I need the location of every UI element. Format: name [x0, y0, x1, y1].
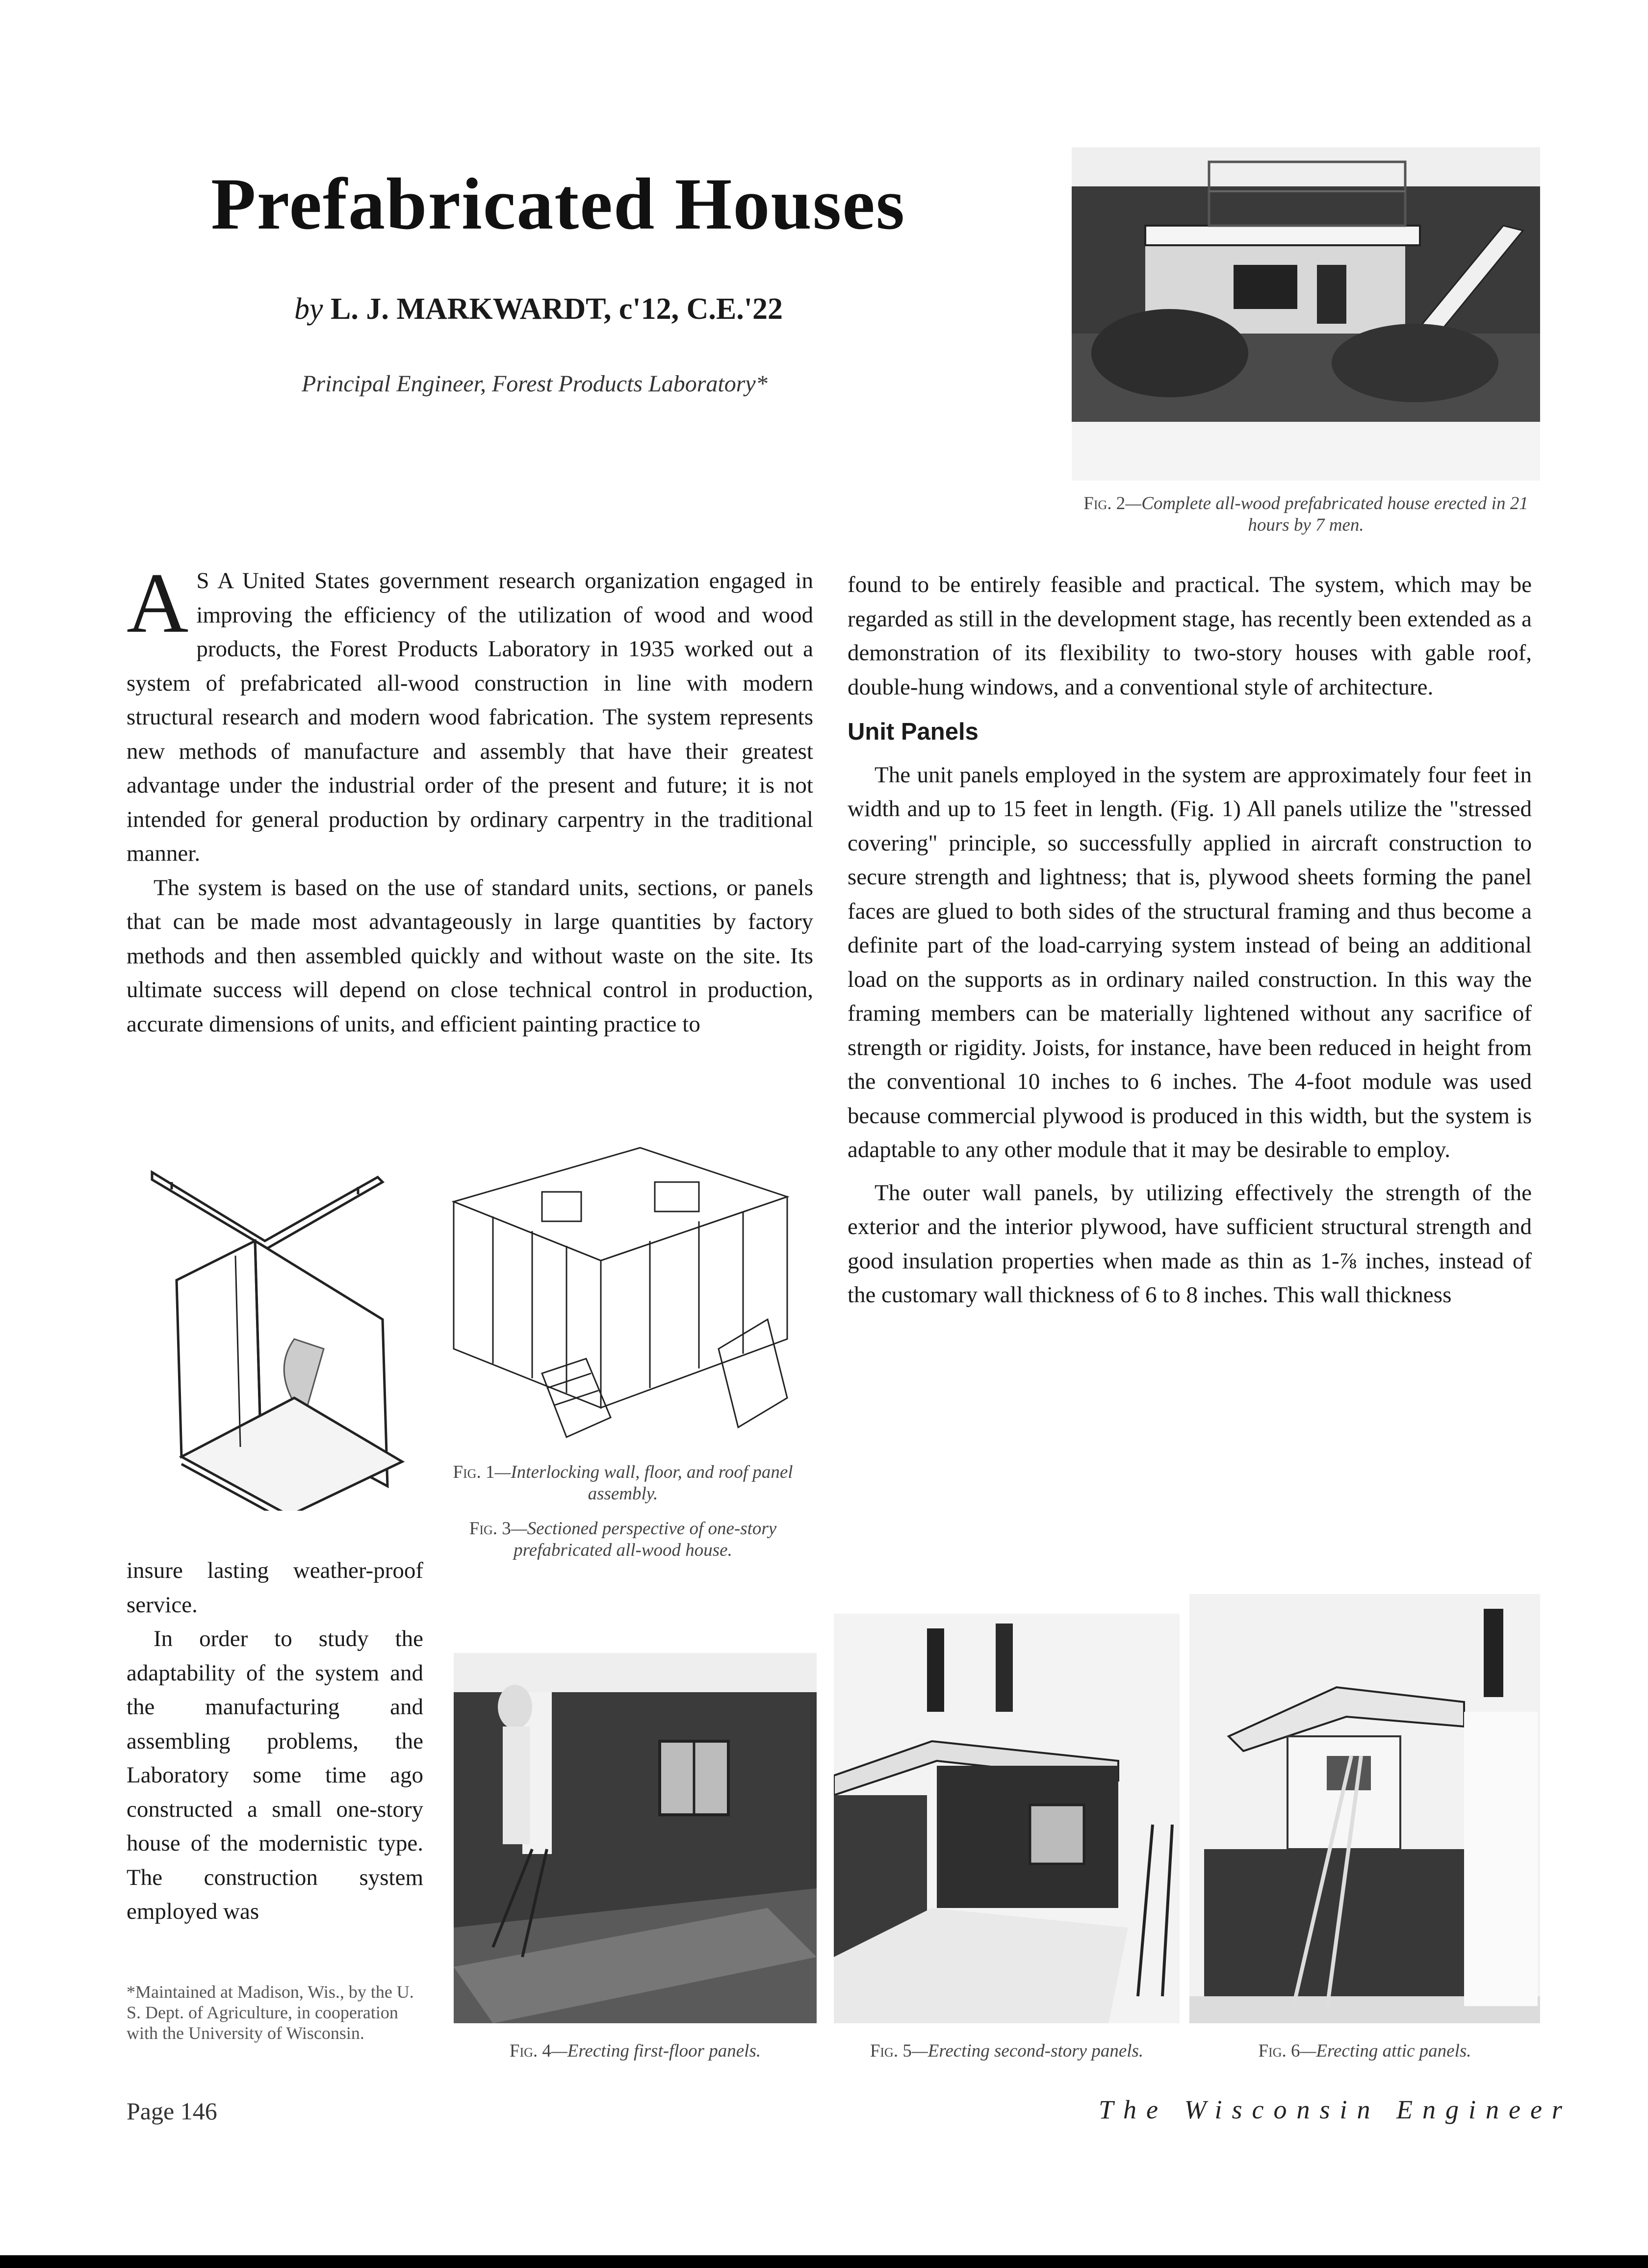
drop-cap: A	[127, 555, 189, 650]
fig2-caption	[1074, 493, 1538, 536]
fig1-caption	[446, 1462, 799, 1505]
byline-prefix: by	[294, 292, 323, 326]
byline-author: L. J. MARKWARDT, c'12, C.E.'22	[323, 292, 783, 326]
paragraph-right-2: The unit panels employed in the system are approximately four feet in width and up to 15 feet in length. (Fig. 1) All panels utilize the "stressed covering" principle, so successfully applied in aircraft construction to secure strength and lightness; that is, plywood sheets forming the panel faces are glued to both sides of the structural framing and thus become a definite part of the load-carrying system instead of being an additional load on the supports as in ordinary nailed construction. In this way the framing members can be materially lightened without any sacrifice of strength or rigidity. Joists, for instance, have been reduced in height from the conventional 10 inches to 6 inches. The 4-foot module was used because commercial plywood is produced in this width, but the system is adaptable to any other module that it may be desirable to employ.	[848, 762, 1532, 1162]
fig4-caption	[454, 2040, 817, 2062]
right-column	[848, 568, 1532, 1313]
page-number: Page 146	[127, 2097, 217, 2125]
fig1-label: Fig. 1	[453, 1462, 495, 1482]
paragraph-right-3: The outer wall panels, by utilizing effectively the strength of the exterior and the interior plywood, have sufficient structural strength and good insulation properties when made as thin as 1-⅞ inches, instead of the customary wall thickness of 6 to 8 inches. This wall thickness	[848, 1180, 1532, 1308]
fig2-label: Fig. 2	[1083, 493, 1126, 514]
article-title: Prefabricated Houses	[211, 163, 906, 245]
fig4-text: —Erecting first-floor panels.	[551, 2041, 761, 2061]
fig5-text: —Erecting second-story panels.	[911, 2041, 1144, 2061]
author-affiliation: Principal Engineer, Forest Products Laboratory*	[302, 371, 768, 397]
paragraph-2: The system is based on the use of standard units, sections, or panels that can be made most advantageously in large quantities by factory methods and then assembled quickly and without waste on the site. Its ultimate success will depend on close technical control in production, accurate dimensions of units, and efficient painting practice to	[127, 875, 813, 1037]
fig6-photo	[1189, 1594, 1540, 2023]
fig3-label: Fig. 3	[469, 1519, 511, 1539]
left-column-top	[127, 555, 813, 1041]
fig3-caption	[446, 1518, 799, 1561]
fig5-caption	[829, 2040, 1184, 2062]
fig3-text: —Sectioned perspective of one-story prefabricated all-wood house.	[511, 1519, 777, 1560]
fig6-text: —Erecting attic panels.	[1300, 2041, 1471, 2061]
fig1-text: —Interlocking wall, floor, and roof panel assembly.	[494, 1462, 793, 1504]
section-heading-unit-panels: Unit Panels	[848, 719, 978, 745]
fig5-photo	[834, 1614, 1180, 2023]
left-column-bottom	[127, 1554, 423, 1929]
fig2-text: —Complete all-wood prefabricated house erected in 21 hours by 7 men.	[1125, 493, 1528, 535]
paragraph-1-text: S A United States government research organization engaged in improving the efficiency of the utilization of wood and wood products, the Forest Products Laboratory in 1935 worked out a system of prefabricated all-wood construction in line with modern structural research and modern wood fabrication. The system represents new methods of manufacture and assembly that have their greatest advantage under the industrial order of the present and future; it is not intended for general production by ordinary carpentry in the traditional manner.	[127, 568, 813, 866]
fig3-drawing	[444, 1143, 797, 1442]
fig2-photo	[1072, 147, 1540, 481]
fig6-label: Fig. 6	[1258, 2041, 1300, 2061]
paragraph-2-continued: insure lasting weather-proof service.	[127, 1558, 423, 1618]
paragraph-right-1: found to be entirely feasible and practical. The system, which may be regarded as still in the development stage, has recently been extended as a demonstration of its flexibility to two-story houses with gable roof, double-hung windows, and a conventional style of architecture.	[848, 572, 1532, 700]
fig6-caption	[1189, 2040, 1540, 2062]
paragraph-1	[127, 555, 813, 871]
byline	[294, 292, 883, 327]
footnote: *Maintained at Madison, Wis., by the U. S. Dept. of Agriculture, in cooperation with the University of Wisconsin.	[127, 1982, 414, 2043]
bottom-border	[0, 2255, 1648, 2268]
fig4-label: Fig. 4	[509, 2041, 551, 2061]
paragraph-3: In order to study the adaptability of the system and the manufacturing and assembling problems, the Laboratory some time ago constructed a small one-story house of the modernistic type. The construction system employed was	[127, 1626, 423, 1924]
fig5-label: Fig. 5	[870, 2041, 912, 2061]
fig1-drawing	[147, 1143, 412, 1511]
fig4-photo	[454, 1653, 817, 2023]
magazine-name: The Wisconsin Engineer	[1099, 2095, 1572, 2124]
